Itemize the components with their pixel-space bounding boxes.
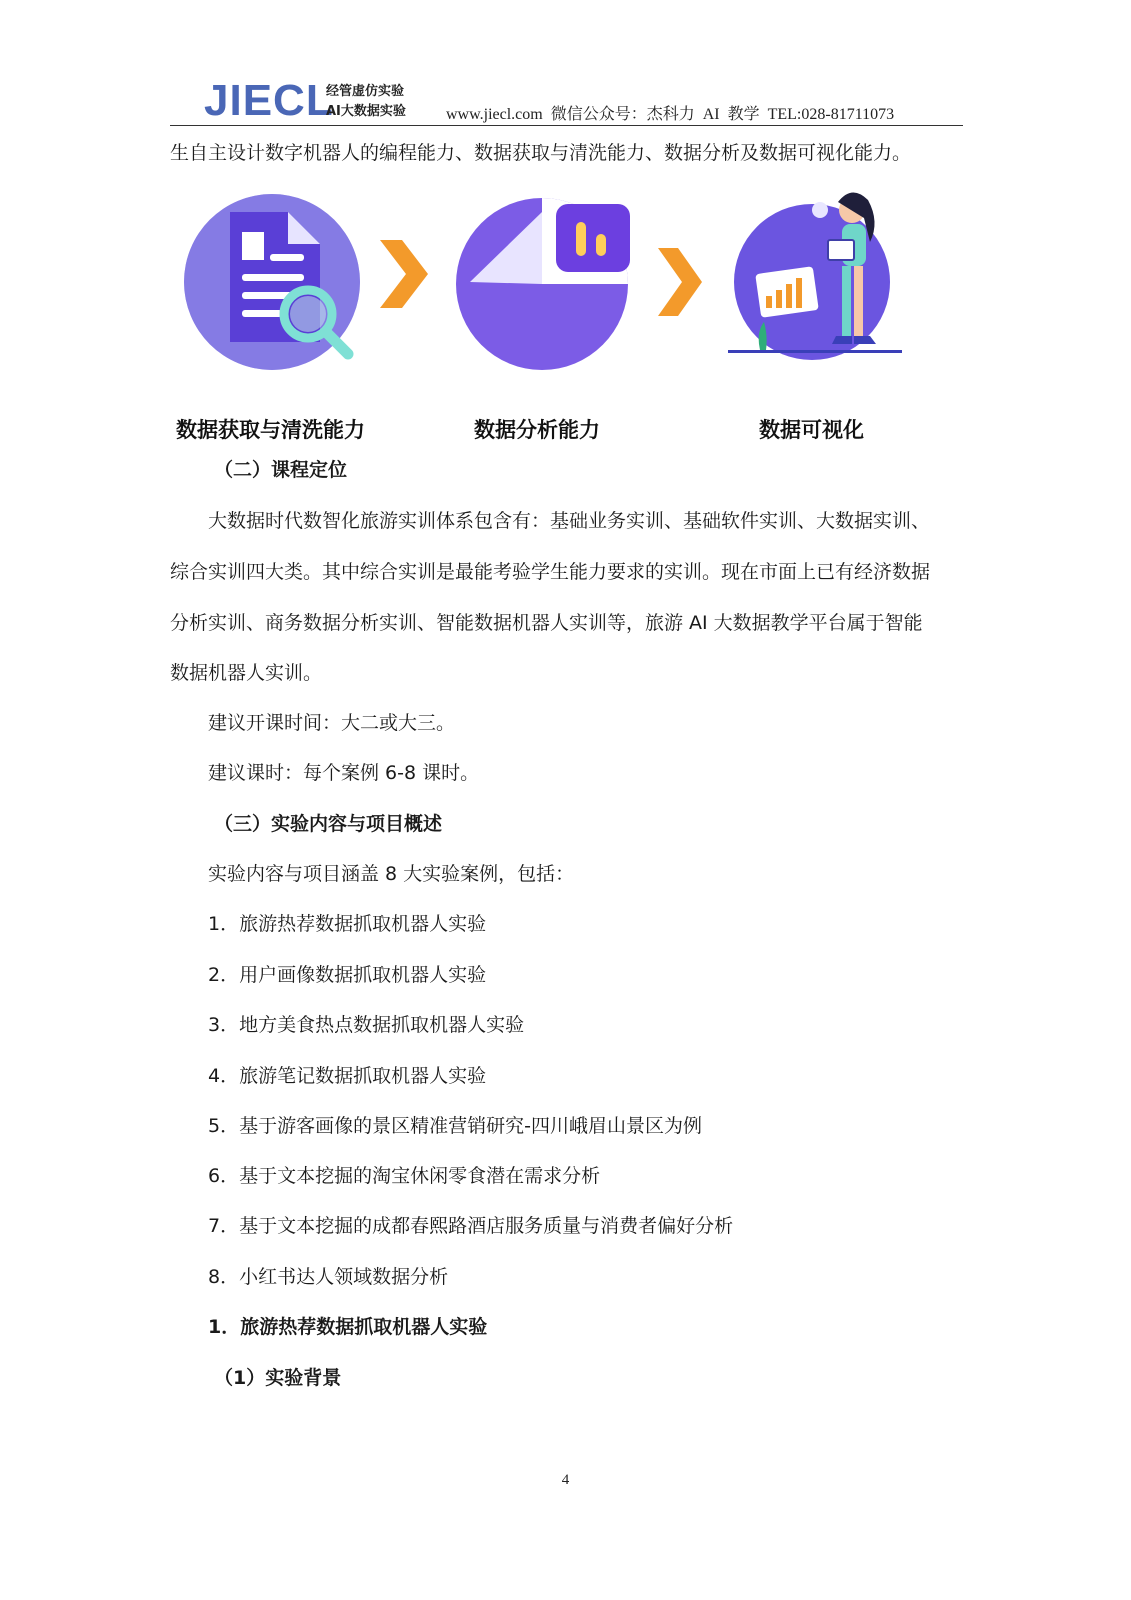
capability-figure [170,182,960,442]
figure-label-1: 数据获取与清洗能力 [176,418,365,442]
list-item: 3．地方美食热点数据抓取机器人实验 [208,1014,525,1036]
list-item: 1．旅游热荐数据抓取机器人实验 [208,913,487,935]
list-item: 7．基于文本挖掘的成都春熙路酒店服务质量与消费者偏好分析 [208,1215,734,1237]
list-item: 2．用户画像数据抓取机器人实验 [208,964,487,986]
section2-para-line-4: 数据机器人实训。 [170,662,323,684]
suggest-time: 建议开课时间：大二或大三。 [208,712,456,734]
jiecl-logo: JIECL [204,76,334,125]
list-item: 8．小红书达人领域数据分析 [208,1266,449,1288]
figure-label-2: 数据分析能力 [474,418,600,442]
arrow-1 [380,240,428,308]
header-contact: www.jiecl.com 微信公众号：杰科力 AI 教学 TEL:028-81711073 [446,106,895,123]
data-analysis-icon [456,198,630,370]
intro-tail: 生自主设计数字机器人的编程能力、数据获取与清洗能力、数据分析及数据可视化能力。 [170,142,912,164]
logo-subtitle: 经管虚仿实验 AI大数据实验 [326,84,406,119]
section2-para-line-2: 综合实训四大类。其中综合实训是最能考验学生能力要求的实训。现在市面上已有经济数据 [170,561,931,583]
section2-para-line-1: 大数据时代数智化旅游实训体系包含有：基础业务实训、基础软件实训、大数据实训、 [208,510,931,532]
figure-label-3: 数据可视化 [759,418,864,442]
data-acquisition-icon [184,194,360,370]
section3-intro: 实验内容与项目涵盖 8 大实验案例，包括： [208,863,575,885]
header-rule [170,125,963,126]
page-number: 4 [561,1472,570,1488]
list-item: 4．旅游笔记数据抓取机器人实验 [208,1065,487,1087]
data-visualization-icon [728,192,902,360]
subsubsection-heading: （1）实验背景 [214,1367,342,1389]
list-item: 5．基于游客画像的景区精准营销研究-四川峨眉山景区为例 [208,1115,702,1137]
arrow-2 [658,248,702,316]
section2-para-line-3: 分析实训、商务数据分析实训、智能数据机器人实训等，旅游 AI 大数据教学平台属于智能 [170,612,923,634]
list-item: 6．基于文本挖掘的淘宝休闲零食潜在需求分析 [208,1165,601,1187]
section3-heading: （三）实验内容与项目概述 [214,813,443,835]
suggest-hours: 建议课时：每个案例 6-8 课时。 [208,762,480,784]
capability-illustration [170,182,960,407]
subsection-heading: 1．旅游热荐数据抓取机器人实验 [208,1316,488,1338]
page-header [198,76,963,128]
section2-heading: （二）课程定位 [214,459,348,481]
